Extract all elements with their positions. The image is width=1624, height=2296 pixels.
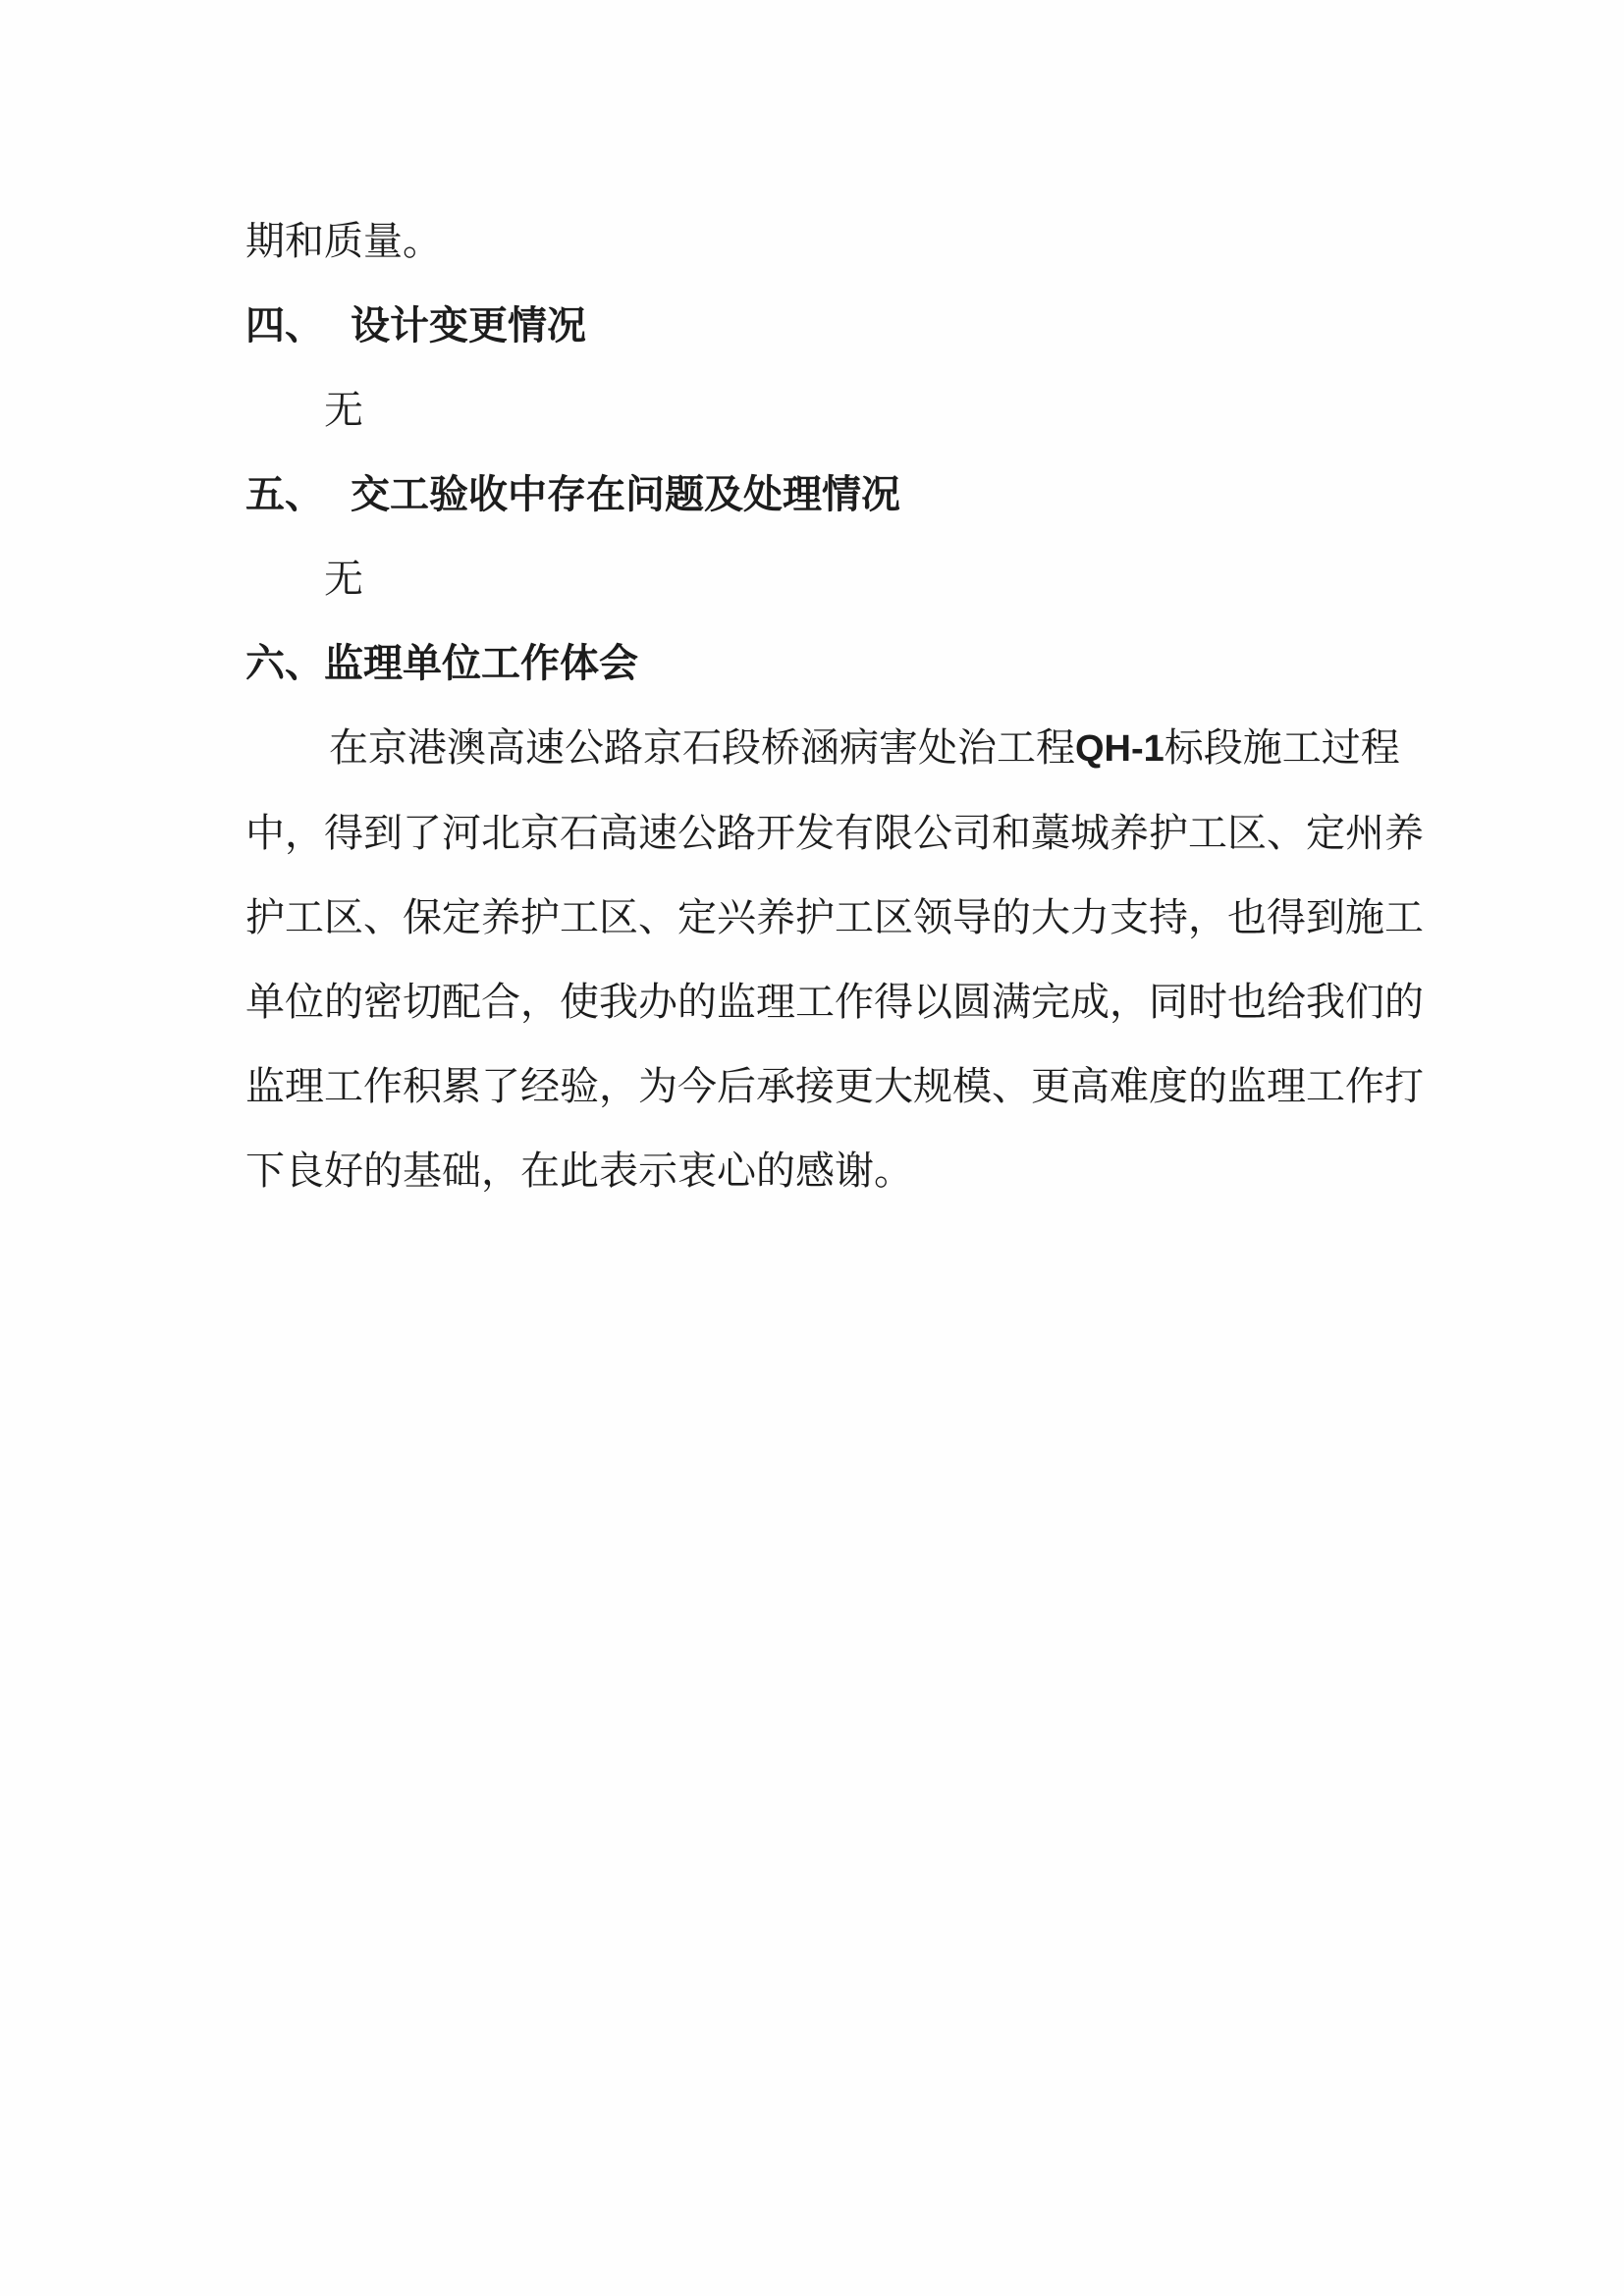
section-5-title: 交工验收中存在问题及处理情况 bbox=[351, 472, 900, 516]
section-5-number: 五、 bbox=[245, 472, 324, 516]
section-6-number: 六、 bbox=[245, 641, 324, 685]
body-text-line-carryover bbox=[245, 199, 1394, 284]
carryover-text: 期和质量。 bbox=[245, 219, 442, 263]
section-4-number: 四、 bbox=[245, 303, 324, 347]
document-content bbox=[245, 199, 1424, 1213]
paragraph-text: 护工区、保定养护工区、定兴养护工区领导的大力支持，也得到施工 bbox=[245, 895, 1424, 939]
none-value-text: 无 bbox=[324, 388, 363, 432]
section-heading-5 bbox=[245, 453, 1394, 537]
none-value-text: 无 bbox=[324, 557, 363, 601]
section-heading-4 bbox=[245, 284, 1394, 368]
paragraph-line bbox=[245, 706, 1400, 791]
paragraph-text: 单位的密切配合，使我办的监理工作得以圆满完成，同时也给我们的 bbox=[245, 980, 1424, 1024]
paragraph-line bbox=[245, 1044, 1424, 1129]
section-4-title: 设计变更情况 bbox=[351, 303, 586, 347]
paragraph-line bbox=[245, 876, 1424, 960]
paragraph-line bbox=[245, 960, 1424, 1044]
paragraph-text: 标段施工过程 bbox=[1164, 725, 1400, 770]
section-6-title: 监理单位工作体会 bbox=[324, 641, 638, 685]
paragraph-text: 监理工作积累了经验，为今后承接更大规模、更高难度的监理工作打 bbox=[245, 1064, 1424, 1108]
paragraph-line bbox=[245, 791, 1424, 876]
contract-section-code: QH-1 bbox=[1075, 728, 1164, 770]
section-heading-6 bbox=[245, 621, 1394, 706]
section-5-content bbox=[245, 537, 1394, 621]
paragraph-text: 在京港澳高速公路京石段桥涵病害处治工程 bbox=[329, 725, 1075, 770]
section-4-content bbox=[245, 368, 1394, 453]
paragraph-text: 中，得到了河北京石高速公路开发有限公司和藁城养护工区、定州养 bbox=[245, 811, 1424, 855]
paragraph-line bbox=[245, 1129, 1394, 1213]
paragraph-text: 下良好的基础，在此表示衷心的感谢。 bbox=[245, 1148, 913, 1193]
